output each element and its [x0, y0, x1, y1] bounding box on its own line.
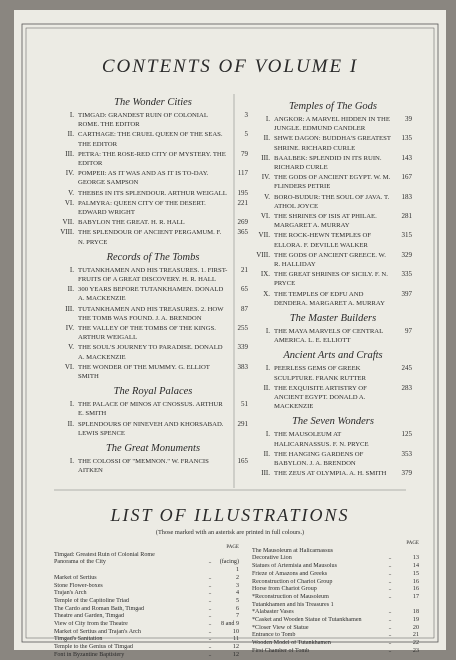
- illustration-title: Wooden Model of Tutankhamen: [252, 640, 331, 647]
- illustration-entry: [252, 609, 419, 617]
- illustration-entry: [54, 621, 239, 629]
- entry-page-number: 339: [237, 343, 248, 352]
- illustration-entry: [252, 632, 419, 640]
- contents-entry: [58, 169, 248, 187]
- entry-page-number: 397: [401, 289, 412, 298]
- leader-dots: ..: [388, 609, 392, 616]
- contents-entry: [254, 154, 412, 172]
- entry-title: THE COLOSSI OF "MEMNON." W. FRANCIS AITKEN: [78, 458, 209, 475]
- entry-page-number: 5: [244, 130, 248, 139]
- illustration-page-number: 8 and 9: [221, 621, 239, 628]
- entry-page-number: 335: [401, 270, 412, 279]
- illustration-page-number: 6: [235, 605, 239, 612]
- contents-right-column: [254, 96, 412, 480]
- contents-entry: [254, 384, 412, 412]
- entry-page-number: 365: [237, 228, 248, 237]
- illustration-entry: [54, 575, 239, 583]
- entry-number: IV.: [65, 324, 74, 333]
- entry-page-number: 39: [405, 115, 412, 123]
- illustration-entry: [54, 644, 239, 652]
- leader-dots: ..: [208, 644, 212, 651]
- illustration-page-number: 12: [232, 644, 239, 651]
- illustration-title: Temple of the Capitoline Triad: [54, 597, 130, 604]
- entry-page-number: 353: [401, 449, 412, 458]
- illustration-entry: [252, 648, 419, 656]
- contents-entry: [58, 420, 248, 438]
- illustration-title: Tutankhamen and his Treasures 1: [252, 601, 334, 608]
- illustrations-right-list: [252, 540, 419, 656]
- entry-title: THE TEMPLES OF EDFU AND DENDERA. MARGARET A. MURRAY: [274, 290, 385, 307]
- illustration-title: Timgad: Greatest Ruin of Colonial Rome: [54, 551, 155, 558]
- entry-page-number: 379: [401, 469, 412, 478]
- entry-page-number: 21: [241, 265, 248, 274]
- section-heading: Ancient Arts and Crafts: [283, 350, 383, 362]
- entry-page-number: 167: [401, 173, 412, 182]
- leader-dots: ..: [388, 640, 392, 647]
- leader-dots: ..: [388, 593, 392, 600]
- entry-title: THE MAUSOLEUM AT HALICARNASSUS. F. N. PRYCE: [274, 431, 369, 448]
- entry-number: VII.: [62, 218, 74, 227]
- illustration-page-number: 3: [235, 582, 239, 589]
- illustrations-left-list: [54, 544, 239, 660]
- contents-entry: [254, 430, 412, 448]
- illustration-title: Market of Sertius and Trajan's Arch: [54, 628, 141, 635]
- illustration-title: Frieze of Amazons and Greeks: [252, 570, 328, 577]
- illustration-page-number: 4: [235, 590, 239, 597]
- illustration-entry: [252, 579, 419, 587]
- illustrations-title: LIST OF ILLUSTRATIONS: [110, 505, 350, 525]
- contents-entry: [58, 457, 248, 475]
- leader-dots: ..: [388, 578, 392, 585]
- entry-page-number: 51: [241, 400, 248, 409]
- entry-number: I.: [265, 430, 270, 439]
- entry-number: VIII.: [256, 250, 270, 259]
- illustration-page-number: 20: [412, 624, 419, 631]
- entry-title: THE MAYA MARVELS OF CENTRAL AMERICA. L. E. ELLIOTT: [274, 328, 383, 345]
- illustration-title: Stone Flower-boxes: [54, 582, 103, 589]
- illustration-title: View of City from the Theatre: [54, 621, 128, 628]
- entry-page-number: 183: [401, 192, 412, 201]
- illustration-entry: [54, 613, 239, 621]
- entry-page-number: 383: [237, 362, 248, 371]
- entry-title: THEBES IN ITS SPLENDOUR. ARTHUR WEIGALL: [78, 189, 227, 197]
- entry-number: VI.: [64, 362, 74, 371]
- illustration-title: The Cardo and Roman Bath, Timgad: [54, 605, 145, 612]
- illustration-entry: [54, 598, 239, 606]
- illustration-page-number: 10: [232, 628, 239, 635]
- entry-title: SHWE DAGON: BUDDHA'S GREATEST SHRINE. RICHARD CURLE: [274, 135, 391, 152]
- illustration-entry: [252, 571, 419, 579]
- contents-entry: [254, 327, 412, 345]
- entry-page-number: 125: [401, 430, 412, 439]
- illustration-entry: [54, 629, 239, 637]
- illustration-page-number: 5: [235, 597, 239, 604]
- entry-number: VIII.: [60, 228, 74, 237]
- illustration-page-number: 19: [412, 617, 419, 624]
- entry-number: VII.: [258, 231, 270, 240]
- illustration-page-number: 22: [412, 640, 419, 647]
- illustration-title: First Chamber of Tomb: [252, 647, 310, 654]
- leader-dots: [381, 548, 399, 556]
- contents-entry: [254, 193, 412, 211]
- contents-entry: [254, 115, 412, 133]
- leader-dots: ..: [208, 582, 212, 589]
- illustration-page-number: 13: [412, 555, 419, 562]
- illustration-entry: [252, 586, 419, 594]
- entry-page-number: 165: [237, 457, 248, 466]
- entry-number: I.: [69, 265, 74, 274]
- contents-entry: [58, 111, 248, 129]
- contents-entry: [58, 130, 248, 148]
- entry-number: V.: [264, 192, 270, 201]
- entry-number: IV.: [65, 169, 74, 178]
- entry-page-number: 269: [237, 218, 248, 227]
- entry-number: IX.: [260, 270, 270, 279]
- illustration-entry: [252, 548, 419, 556]
- contents-entry: [58, 400, 248, 418]
- leader-dots: ..: [208, 574, 212, 581]
- entry-title: PALMYRA: QUEEN CITY OF THE DESERT. EDWARD WRIGHT: [78, 199, 206, 217]
- leader-dots: ..: [208, 559, 212, 566]
- illustration-title: Theatre and Garden, Timgad: [54, 613, 125, 620]
- contents-entry: [254, 251, 412, 269]
- leader-dots: ..: [388, 632, 392, 639]
- illustration-page-number: 17: [412, 593, 419, 600]
- leader-dots: ..: [388, 647, 392, 654]
- page-title: CONTENTS OF VOLUME I: [101, 56, 359, 77]
- contents-entry: [58, 266, 248, 284]
- section-heading: The Great Monuments: [105, 443, 201, 455]
- illustration-entry: [54, 559, 239, 574]
- leader-dots: ..: [388, 624, 392, 631]
- contents-entry: [58, 189, 248, 198]
- entry-title: THE HANGING GARDENS OF BABYLON. J. A. BRENDON: [274, 450, 364, 468]
- illustrations-note: (Those marked with an asterisk are printed in full colours.): [155, 529, 305, 536]
- entry-title: TIMGAD: GRANDEST RUIN OF COLONIAL ROME. THE EDITOR: [78, 112, 208, 129]
- entry-page-number: 245: [401, 364, 412, 373]
- entry-page-number: 329: [401, 250, 412, 259]
- entry-page-number: 65: [241, 285, 248, 294]
- illustration-entry: [252, 563, 419, 571]
- leader-dots: [381, 602, 399, 610]
- contents-entry: [58, 305, 248, 323]
- illustration-entry: [54, 583, 239, 591]
- entry-number: III.: [261, 153, 270, 162]
- leader-dots: ..: [208, 613, 212, 620]
- illustration-entry: [252, 555, 419, 563]
- illustration-page-number: 11: [233, 636, 239, 643]
- entry-number: IV.: [261, 173, 270, 182]
- contents-entry: [254, 364, 412, 382]
- illustration-title: Timgad's Sanitation: [54, 636, 103, 643]
- entry-number: III.: [65, 304, 74, 313]
- entry-title: TUTANKHAMEN AND HIS TREASURES. 1. FIRST-FRUITS OF A GREAT DISCOVERY. H. R. HALL: [78, 266, 228, 284]
- entry-title: BORO-BUDUR: THE SOUL OF JAVA. T. ATHOL JOYCE: [274, 193, 390, 210]
- illustration-page-number: (facing) 1: [219, 559, 239, 574]
- entry-title: THE EXQUISITE ARTISTRY OF ANCIENT EGYPT. DONALD A. MACKENZIE: [274, 384, 367, 411]
- entry-title: THE SOUL'S JOURNEY TO PARADISE. DONALD A. MACKENZIE: [78, 344, 223, 361]
- section-heading: The Wonder Cities: [114, 97, 192, 108]
- leader-dots: ..: [388, 555, 392, 562]
- entry-number: I.: [265, 327, 270, 336]
- leader-dots: ..: [208, 621, 212, 628]
- contents-entry: [254, 231, 412, 249]
- entry-number: I.: [69, 400, 74, 409]
- illustration-page-number: [399, 602, 419, 610]
- entry-page-number: 79: [241, 149, 248, 158]
- section-heading: Temples of The Gods: [289, 101, 377, 112]
- illustration-page-number: 16: [412, 578, 419, 585]
- leader-dots: ..: [208, 651, 212, 658]
- illustration-title: Reconstruction of Chariot Group: [252, 578, 333, 585]
- illustration-page-number: 23: [412, 647, 419, 654]
- illustration-entry: [252, 617, 419, 625]
- illustration-entry: [54, 652, 239, 660]
- leader-dots: ..: [208, 597, 212, 604]
- contents-entry: [58, 285, 248, 303]
- entry-page-number: 97: [405, 327, 412, 336]
- illustration-page-number: [399, 548, 419, 556]
- entry-page-number: 291: [237, 419, 248, 428]
- illustration-page-number: 7: [235, 613, 239, 620]
- illustration-entry: [252, 594, 419, 602]
- entry-title: THE GREAT SHRINES OF SICILY. F. N. PRYCE: [274, 271, 388, 288]
- entry-title: POMPEII: AS IT WAS AND AS IT IS TO-DAY. GEORGE SAMPSON: [78, 170, 209, 187]
- contents-entry: [254, 270, 412, 288]
- entry-number: II.: [67, 285, 74, 294]
- entry-number: II.: [67, 130, 74, 139]
- illustration-title: Font in Byzantine Baptistery: [54, 651, 125, 658]
- illustration-title: Trajan's Arch: [54, 590, 87, 597]
- contents-entry: [254, 212, 412, 230]
- illustration-entry: [54, 552, 239, 560]
- entry-title: THE GODS OF ANCIENT GREECE. W. R. HALLIDAY: [274, 251, 386, 269]
- contents-entry: [254, 173, 412, 191]
- section-heading: Records of The Tombs: [106, 251, 200, 263]
- contents-entry: [58, 150, 248, 168]
- entry-number: II.: [263, 449, 270, 458]
- contents-entry: [58, 363, 248, 381]
- illustration-entry: [54, 606, 239, 614]
- illustration-page-number: 18: [412, 609, 419, 616]
- entry-title: PETRA: THE ROSE-RED CITY OF MYSTERY. THE EDITOR: [78, 150, 226, 168]
- contents-left-column: [58, 92, 248, 477]
- illustration-page-number: 2: [235, 574, 239, 581]
- contents-entry: [254, 450, 412, 468]
- entry-title: THE VALLEY OF THE TOMBS OF THE KINGS. ARTHUR WEIGALL: [78, 325, 216, 342]
- illustration-page-number: 14: [412, 563, 419, 570]
- contents-entry: [58, 324, 248, 342]
- entry-number: III.: [261, 469, 270, 478]
- illustration-title: Horse from Chariot Group: [252, 586, 317, 593]
- leader-dots: ..: [208, 636, 212, 643]
- entry-number: X.: [263, 289, 270, 298]
- illustration-page-number: 15: [412, 570, 419, 577]
- entry-page-number: 283: [401, 383, 412, 392]
- illustration-title: Panorama of the City: [54, 559, 106, 566]
- contents-entry: [58, 218, 248, 227]
- leader-dots: ..: [208, 628, 212, 635]
- illustration-title: *Reconstruction of Mausoleum: [252, 593, 329, 600]
- entry-title: THE ZEUS AT OLYMPIA. A. H. SMITH: [274, 470, 387, 478]
- entry-number: VI.: [64, 198, 74, 207]
- entry-title: THE PALACE OF MINOS AT CNOSSUS. ARTHUR E. SMITH: [78, 401, 223, 418]
- illustration-entry: [252, 602, 419, 610]
- entry-title: THE ROCK-HEWN TEMPLES OF ELLORA. F. DEVILLE WALKER: [274, 232, 372, 249]
- entry-page-number: 315: [401, 231, 412, 240]
- contents-entry: [58, 228, 248, 246]
- entry-number: I.: [69, 457, 74, 466]
- illustration-title: Statues of Artemisia and Mausolus: [252, 563, 337, 570]
- contents-entry: [58, 199, 248, 217]
- entry-number: I.: [265, 364, 270, 373]
- entry-title: SPLENDOURS OF NINEVEH AND KHORSABAD. LEWIS SPENCE: [78, 420, 224, 437]
- section-heading: The Royal Palaces: [113, 386, 193, 398]
- entry-number: VI.: [260, 212, 270, 221]
- entry-page-number: 3: [244, 111, 248, 119]
- illustration-entry: [252, 625, 419, 633]
- illustration-title: Temple to the Genius of Timgad: [54, 644, 133, 651]
- page-column-label: PAGE: [406, 541, 419, 546]
- leader-dots: ..: [208, 590, 212, 597]
- entry-number: II.: [263, 383, 270, 392]
- leader-dots: ..: [388, 586, 392, 593]
- entry-number: V.: [68, 188, 74, 197]
- leader-dots: ..: [388, 563, 392, 570]
- entry-number: I.: [265, 115, 270, 123]
- entry-page-number: 135: [401, 134, 412, 143]
- illustration-title: *Closer View of Statue: [252, 624, 309, 631]
- entry-title: THE SPLENDOUR OF ANCIENT PERGAMUM. F. N. PRYCE: [78, 229, 222, 246]
- entry-title: THE GODS OF ANCIENT EGYPT. W. M. FLINDERS PETRIE: [274, 174, 391, 191]
- illustration-page-number: 12: [232, 651, 239, 658]
- entry-title: PEERLESS GEMS OF GREEK SCULPTURE. FRANK RUTTER: [274, 365, 366, 382]
- illustration-entry: [252, 640, 419, 648]
- entry-page-number: 117: [237, 169, 248, 178]
- illustration-title: *Alabaster Vases: [252, 609, 294, 616]
- illustration-title: Market of Sertius: [54, 574, 97, 581]
- illustration-title: Entrance to Tomb: [252, 632, 296, 639]
- leader-dots: ..: [388, 617, 392, 624]
- illustration-title: *Casket and Wooden Statue of Tutankhamen: [252, 617, 362, 624]
- page-column-label: PAGE: [226, 545, 239, 550]
- entry-number: III.: [65, 149, 74, 158]
- illustration-page-number: 21: [412, 632, 419, 639]
- leader-dots: ..: [388, 570, 392, 577]
- entry-page-number: 195: [237, 188, 248, 197]
- entry-number: II.: [263, 134, 270, 143]
- entry-number: I.: [69, 111, 74, 119]
- section-heading: The Master Builders: [289, 313, 377, 325]
- entry-title: CARTHAGE: THE CRUEL QUEEN OF THE SEAS. THE EDITOR: [78, 131, 223, 148]
- entry-title: THE WONDER OF THE MUMMY. G. ELLIOT SMITH: [78, 363, 210, 381]
- illustration-title: Decorative Lion: [252, 555, 292, 562]
- entry-page-number: 143: [401, 153, 412, 162]
- entry-title: THE SHRINES OF ISIS AT PHILAE. MARGARET A. MURRAY: [274, 213, 377, 230]
- illustration-title: The Mausoleum at Halicarnassus: [252, 547, 334, 554]
- entry-page-number: 255: [237, 324, 248, 333]
- entry-title: ANGKOR: A MARVEL HIDDEN IN THE JUNGLE. EDMUND CANDLER: [274, 116, 390, 133]
- entry-title: TUTANKHAMEN AND HIS TREASURES. 2. HOW THE TOMB WAS FOUND. J. A. BRENDON: [78, 305, 224, 322]
- document-page: [14, 10, 446, 658]
- leader-dots: ..: [208, 605, 212, 612]
- section-heading: The Seven Wonders: [292, 416, 374, 428]
- contents-entry: [254, 290, 412, 308]
- illustration-entry: [54, 636, 239, 644]
- entry-page-number: 87: [241, 304, 248, 313]
- entry-page-number: 221: [237, 198, 248, 207]
- entry-title: BAALBEK: SPLENDID IN ITS RUIN. RICHARD CURLE: [274, 154, 382, 172]
- entry-page-number: 281: [401, 212, 412, 221]
- illustration-page-number: 16: [412, 586, 419, 593]
- entry-title: BABYLON THE GREAT. H. R. HALL: [78, 219, 185, 227]
- leader-dots: [201, 552, 219, 560]
- contents-entry: [254, 469, 412, 478]
- entry-number: V.: [68, 343, 74, 352]
- contents-entry: [254, 134, 412, 152]
- illustration-entry: [54, 590, 239, 598]
- entry-number: II.: [67, 419, 74, 428]
- contents-entry: [58, 343, 248, 361]
- entry-title: 300 YEARS BEFORE TUTANKHAMEN. DONALD A. MACKENZIE: [78, 286, 224, 303]
